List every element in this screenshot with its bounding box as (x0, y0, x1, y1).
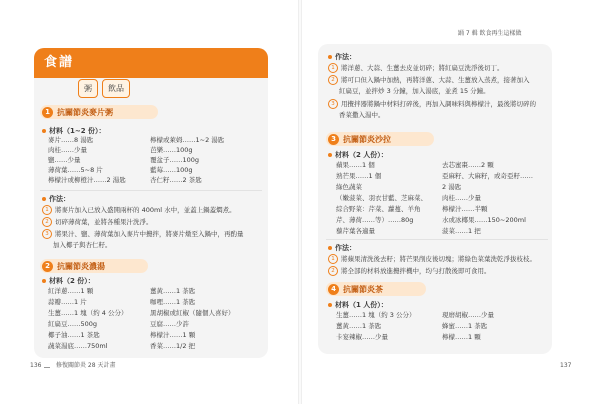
section-bar-1 (40, 105, 158, 119)
chip-porridge: 粥 (78, 79, 98, 98)
ingredient: 檸檬汁……半顆 (442, 205, 488, 213)
running-header: 踊 7 輯 飲食再生這樣做 (458, 30, 522, 37)
section-title: 抗關節炎麥片粥 (57, 107, 113, 117)
section-bar-3 (326, 132, 434, 146)
page-heading: 食譜 (34, 48, 268, 78)
category-chips (78, 79, 130, 98)
ingredient: 椰子油……1 茶匙 (48, 331, 100, 339)
chip-drinks: 飲品 (102, 79, 130, 98)
method-step-cont: 加入椰子與杏仁籽。 (53, 241, 112, 249)
ingredient: 豆腐……少許 (150, 320, 189, 328)
ingredient: 生薑……1 塊（約 3 公分） (336, 311, 416, 319)
ingredient: 肉桂……少量 (442, 194, 481, 202)
ingredient: 熟芒果……1 個 (336, 172, 382, 180)
ingredient: 藜芹葉各適量 (336, 227, 375, 235)
ingredient: 水或冰椰果……150~200ml (442, 216, 526, 224)
ingredient: 檸檬或萊姆……1~2 湯匙 (150, 136, 225, 144)
ingredient: 蒜瓣……1 片 (48, 298, 87, 306)
method-step-cont: 紅扁豆，並拌炒 3 分鐘，加入湯底，並煮 15 分鐘。 (339, 87, 490, 95)
ingredient: 薄荷葉……5~8 片 (48, 166, 103, 174)
ingredient: 薑黃……1 茶匙 (336, 322, 382, 330)
left-page (0, 0, 298, 404)
ingredient: 黑胡椒或紅椒（隨個人喜好） (150, 309, 235, 317)
materials-label: 材料（1~2 份）： (42, 126, 106, 136)
section-number: 1 (42, 107, 53, 118)
footer-title: 修復關節炎 28 天計畫 (56, 362, 116, 369)
ingredient: 覆盆子……100g (150, 156, 200, 164)
divider (40, 190, 262, 191)
ingredient: 咖哩……1 茶匙 (150, 298, 196, 306)
ingredient: 蔬菜湯底……750ml (48, 342, 108, 350)
method-step: 2 將可口但入鍋中加熱，再將洋蔥、大蒜、生薑放入蒸煮，接著加入 (328, 75, 550, 85)
method-label: 作法： (328, 52, 356, 62)
ingredient: 生薑……1 塊（約 4 公分） (48, 309, 128, 317)
ingredient: 藍莓……100g (150, 166, 193, 174)
method-step: 3 用攪拌器將鍋中材料打碎後，再加入調味料與檸檬汁，最後將切碎的 (328, 99, 550, 109)
ingredient: 現磨胡椒……少量 (442, 311, 494, 319)
bullet-icon (328, 153, 332, 157)
method-step: 2 將全部的材料放進攪拌機中，均勻打散後即可食用。 (328, 266, 550, 276)
method-step: 1 將洋蔥、大蒜、生薑去皮並切碎；將紅扁豆洗淨後切丁。 (328, 63, 550, 73)
ingredient: 檸檬汁……1 顆 (150, 331, 196, 339)
materials-label: 材料（2 份）： (42, 276, 95, 286)
ingredient: 綠色蔬菜 (336, 183, 362, 191)
section-number: 3 (328, 134, 339, 145)
ingredient: 薑黃……1 茶匙 (150, 287, 196, 295)
bullet-icon (328, 246, 332, 250)
ingredient: 鹽……少量 (48, 156, 81, 164)
page-number: 136 (30, 362, 42, 369)
section-number: 2 (42, 261, 53, 272)
method-step: 1 將蘋果清洗後去籽；將芒果削皮後切塊；將綠色菜葉洗乾淨拔枝枝。 (328, 254, 550, 264)
section-title: 抗關節炎茶 (343, 284, 383, 294)
ingredient: 紅洋蔥……1 顆 (48, 287, 94, 295)
ingredient: 菠菜……1 把 (442, 227, 481, 235)
section-title: 抗關節炎沙拉 (343, 134, 391, 144)
ingredient: 芹、薄荷……等）……80g (336, 216, 414, 224)
ingredient: 肉桂……少量 (48, 146, 87, 154)
section-bar-2 (40, 259, 148, 273)
method-label: 作法： (328, 243, 356, 253)
bullet-icon (42, 129, 46, 133)
method-step: 1 將麥片加入已放入盛開兩杯的 400ml 水中，並蓋上鍋蓋燜煮。 (42, 205, 264, 215)
page-number: 137 (560, 362, 572, 369)
divider (326, 239, 548, 240)
footer-separator (44, 367, 50, 368)
ingredient: 去芯蜜棗……2 顆 (442, 161, 494, 169)
bullet-icon (42, 197, 46, 201)
ingredient: 2 湯匙 (442, 183, 462, 191)
materials-label: 材料（1 人份）： (328, 300, 388, 310)
materials-label: 材料（2 人份）： (328, 150, 388, 160)
ingredient: 芭樂……100g (150, 146, 193, 154)
method-step: 2 切碎薄荷葉，並將各種果汁洗淨。 (42, 217, 264, 227)
bullet-icon (328, 55, 332, 59)
method-step: 3 將果汁、鹽、薄荷葉加入麥片中攪拌，將麥片燉至入鍋中，再酌量 (42, 229, 264, 239)
ingredient: 杏仁籽……2 茶匙 (150, 176, 202, 184)
ingredient: 檸檬……1 顆 (442, 333, 481, 341)
ingredient: 亞麻籽、大麻籽，或奇亞籽…… (442, 172, 533, 180)
method-step-cont: 香菜撒入湯中。 (339, 111, 385, 119)
ingredient: 檸檬汁或柳橙汁……2 湯匙 (48, 176, 126, 184)
bullet-icon (42, 279, 46, 283)
ingredient: 香菜……1/2 把 (150, 342, 196, 350)
section-bar-4 (326, 282, 426, 296)
ingredient: 紅扁豆……500g (48, 320, 98, 328)
ingredient: 麥片……8 湯匙 (48, 136, 94, 144)
ingredient: （嫩菠菜、羽衣甘藍、芝麻菜、 (336, 194, 427, 202)
bullet-icon (328, 303, 332, 307)
right-page (302, 0, 600, 404)
ingredient: 蘋果……1 個 (336, 161, 375, 169)
method-label: 作法： (42, 194, 70, 204)
section-number: 4 (328, 284, 339, 295)
ingredient: 卡宴辣椒……少量 (336, 333, 388, 341)
section-title: 抗關節炎濃湯 (57, 261, 105, 271)
ingredient: 綜合野菜：芹菜、蘿蔓、羊角 (336, 205, 421, 213)
ingredient: 蜂蜜……1 茶匙 (442, 322, 488, 330)
